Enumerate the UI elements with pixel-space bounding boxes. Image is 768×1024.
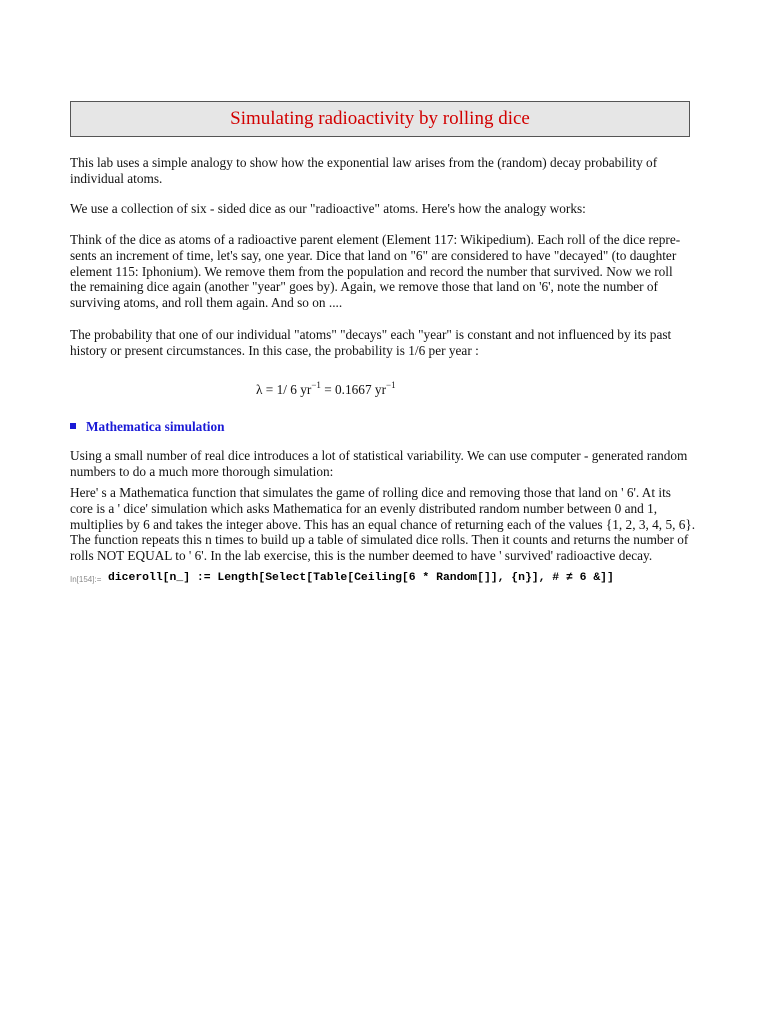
probability-paragraph xyxy=(70,327,700,359)
input-cell-label: In[154]:= xyxy=(70,575,102,584)
document-title: Simulating radioactivity by rolling dice xyxy=(70,101,690,137)
section-bullet-icon xyxy=(70,423,76,429)
text-line: individual atoms. xyxy=(70,170,163,186)
text-line: element 115: Iphonium). We remove them from the population and record the number that survived. Now we roll xyxy=(70,263,673,279)
text-line: The function repeats this n times to build up a table of simulated dice rolls. Then it counts and returns the number of xyxy=(70,532,689,548)
decay-constant-formula xyxy=(256,376,396,399)
formula-exponent: −1 xyxy=(386,380,396,390)
section-heading-label: Mathematica simulation xyxy=(86,419,225,434)
text-line: history or present circumstances. In this case, the probability is 1/6 per year : xyxy=(70,342,479,358)
text-line: rolls NOT EQUAL to ' 6'. In the lab exercise, this is the number deemed to have ' survived' radioactive decay. xyxy=(70,548,653,564)
formula-lhs: λ = 1/ 6 yr xyxy=(256,382,312,397)
text-line: numbers to do a much more thorough simulation: xyxy=(70,463,334,479)
text-line: Using a small number of real dice introduces a lot of statistical variability. We can use computer - generated random xyxy=(70,448,688,463)
function-description-paragraph xyxy=(70,485,700,564)
text-line: sents an increment of time, let's say, one year. Dice that land on "6" are considered to have "decayed" (to daughter xyxy=(70,247,677,263)
variability-paragraph xyxy=(70,448,700,480)
text-line: Think of the dice as atoms of a radioactive parent element (Element 117: Wikipedium). Each roll of the dice repre- xyxy=(70,232,681,247)
text-line: multiplies by 6 and takes the integer above. This has an equal chance of returning each of the values {1, 2, 3, 4, 5, 6}. xyxy=(70,516,696,532)
text-line: This lab uses a simple analogy to show how the exponential law arises from the (random) decay probability of xyxy=(70,155,658,170)
text-line: Here' s a Mathematica function that simulates the game of rolling dice and removing those that land on ' 6'. At its xyxy=(70,485,671,500)
text-line: the remaining dice again (another "year" goes by). Again, we remove those that land on '6', note the number of xyxy=(70,279,658,295)
text-line: We use a collection of six - sided dice as our "radioactive" atoms. Here's how the analogy works: xyxy=(70,201,586,216)
text-line: surviving atoms, and roll them again. And so on .... xyxy=(70,295,343,311)
text-line: core is a ' dice' simulation which asks Mathematica for an evenly distributed random number between 0 and 1, xyxy=(70,500,658,516)
formula-value: = 0.1667 yr xyxy=(320,382,387,397)
intro-paragraph xyxy=(70,155,700,187)
collection-paragraph xyxy=(70,201,700,217)
text-line: The probability that one of our individual "atoms" "decays" each "year" is constant and not influenced by its past xyxy=(70,327,672,342)
input-code-cell[interactable]: diceroll[n_] := Length[Select[Table[Ceiling[6 * Random[]], {n}], # ≠ 6 &]] xyxy=(108,572,614,584)
section-heading[interactable] xyxy=(70,419,225,435)
formula-exponent: −1 xyxy=(311,380,321,390)
analogy-paragraph xyxy=(70,232,700,311)
